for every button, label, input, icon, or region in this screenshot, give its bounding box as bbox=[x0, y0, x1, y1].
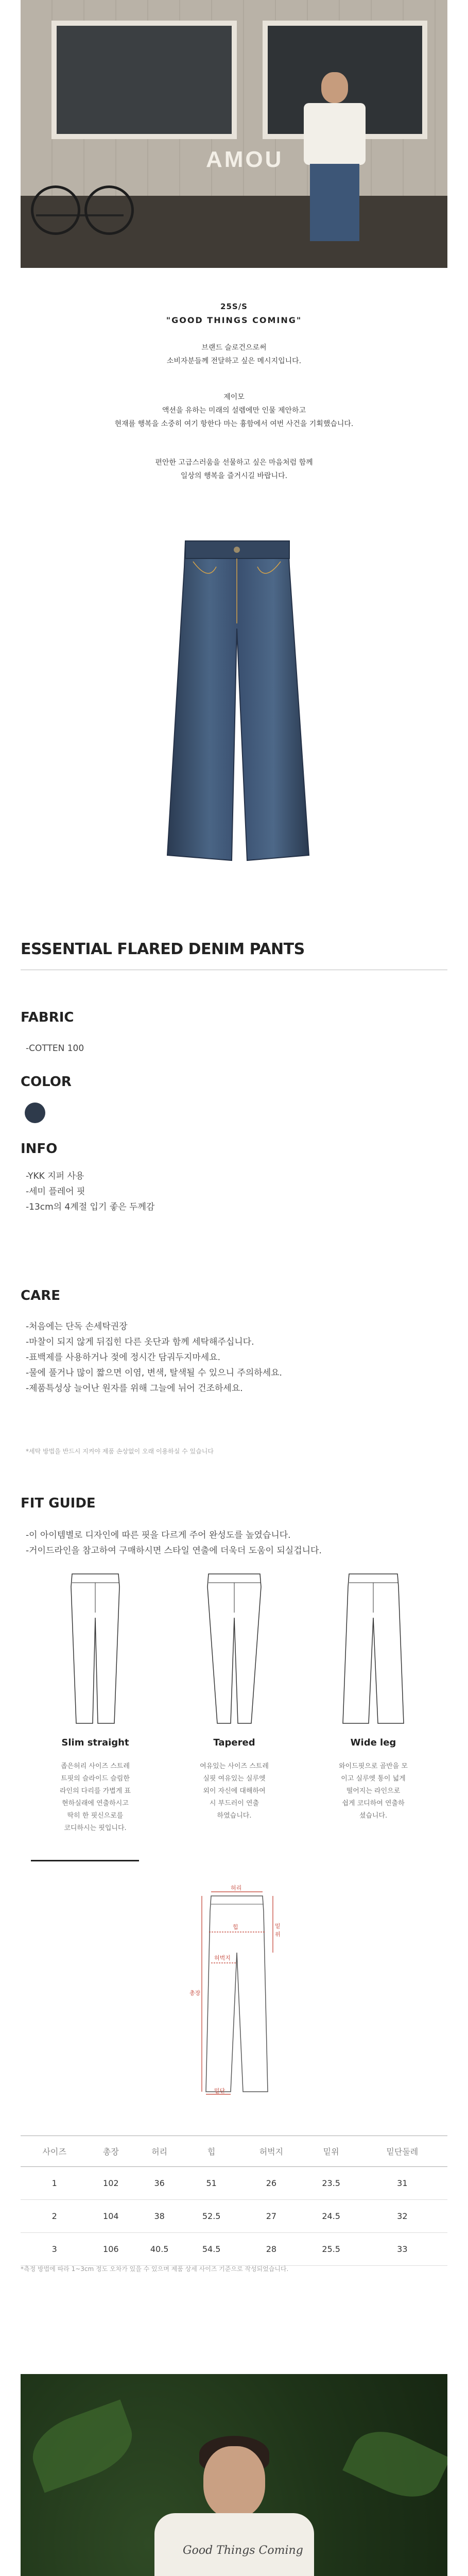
bicycle bbox=[36, 155, 124, 216]
hero-photo bbox=[21, 0, 447, 268]
fabric-value: -COTTEN 100 bbox=[26, 1043, 84, 1054]
care-note: *세탁 방법을 반드시 지켜야 제품 손상없이 오래 이용하실 수 있습니다 bbox=[26, 1448, 214, 1455]
color-title: COLOR bbox=[21, 1074, 72, 1090]
label-hip: 힙 bbox=[233, 1924, 238, 1930]
fit-description: 여유있는 사이즈 스트레 실핏 여유있는 실루엣 외이 자신에 대해하여 시 부드러이 연출 하였습니다. bbox=[200, 1762, 269, 1820]
model-head bbox=[203, 2446, 265, 2518]
shop-window bbox=[51, 21, 237, 139]
selected-fit-underline bbox=[31, 1860, 139, 1861]
table-row: 3 106 40.5 54.5 28 25.5 33 bbox=[21, 2233, 447, 2266]
label-thigh: 허벅지 bbox=[214, 1955, 231, 1961]
product-flat-image bbox=[154, 536, 319, 866]
info-title: INFO bbox=[21, 1141, 58, 1157]
foliage bbox=[24, 2399, 142, 2493]
fabric-title: FABRIC bbox=[21, 1010, 74, 1025]
fit-guide-title: FIT GUIDE bbox=[21, 1496, 96, 1511]
fit-name: Tapered bbox=[213, 1737, 255, 1748]
color-swatch[interactable] bbox=[25, 1103, 45, 1123]
model-photo-1 bbox=[21, 2374, 447, 2576]
size-table-note: *측정 방법에 따라 1~3cm 정도 오차가 있을 수 있으며 제품 상세 사이즈 기준으로 작성되었습니다. bbox=[21, 2265, 289, 2273]
slim-straight-silhouette bbox=[62, 1571, 129, 1726]
tapered-silhouette bbox=[201, 1571, 268, 1726]
table-row: 2 104 38 52.5 27 24.5 32 bbox=[21, 2200, 447, 2233]
tagline: "GOOD THINGS COMING" bbox=[166, 315, 302, 325]
table-header: 밑위 bbox=[305, 2136, 357, 2167]
table-header: 총장 bbox=[88, 2136, 133, 2167]
intro-paragraph-3: 편안한 고급스러움을 선물하고 싶은 마음처럼 함께 일상의 행복을 즐거시길 바랍니다. bbox=[155, 459, 313, 480]
list-item: -처음에는 단독 손세탁권장 bbox=[26, 1321, 128, 1332]
label-hem: 밑단 bbox=[214, 2088, 226, 2094]
table-row: 1 102 36 51 26 23.5 31 bbox=[21, 2167, 447, 2200]
store-sign: AMOU bbox=[206, 147, 284, 172]
tee-print-text: Good Things Coming bbox=[183, 2544, 303, 2557]
list-item: -제품특성상 늘어난 원자를 위해 그늘에 뉘어 건조하세요. bbox=[26, 1383, 243, 1394]
label-waist: 허리 bbox=[231, 1885, 242, 1891]
table-header: 허리 bbox=[133, 2136, 185, 2167]
table-header: 사이즈 bbox=[21, 2136, 88, 2167]
size-table bbox=[21, 2136, 447, 2266]
list-item: -13cm의 4계절 입기 좋은 두께감 bbox=[26, 1202, 155, 1212]
fit-card-slim-straight bbox=[31, 1571, 160, 1835]
care-list bbox=[26, 1319, 282, 1396]
fit-name: Wide leg bbox=[350, 1737, 396, 1748]
fit-description: 좁은허리 사이즈 스트레 트핏의 슬라이드 슬림한 라인의 다리를 가볍게 표 현하실래에 연출하시고 딱히 한 핏신으로를 코디하시는 핏입니다. bbox=[60, 1762, 131, 1832]
jeans-outline bbox=[190, 1886, 283, 2097]
list-item: -물에 풀거나 많이 짧으면 이염, 변색, 탈색될 수 있으니 주의하세요. bbox=[26, 1368, 282, 1378]
model-head bbox=[321, 72, 348, 103]
list-item: -이 아이템별로 디자인에 따른 핏을 다르게 주어 완성도를 높였습니다. bbox=[26, 1530, 291, 1540]
fit-guide-list bbox=[26, 1528, 322, 1558]
fit-description: 와이드핏으로 골반을 모 이고 실루엣 통이 넓게 떨어지는 라인으로 쉽게 코디하여 연출하 셨습니다. bbox=[339, 1762, 408, 1820]
fit-card-wide-leg bbox=[309, 1571, 438, 1822]
care-title: CARE bbox=[21, 1288, 60, 1303]
measurement-diagram bbox=[190, 1886, 283, 2097]
label-length: 총장 bbox=[189, 1990, 201, 1996]
label-rise: 밑위 bbox=[275, 1923, 281, 1938]
model-jeans bbox=[310, 164, 359, 241]
table-header: 허벅지 bbox=[237, 2136, 305, 2167]
list-item: -YKK 지퍼 사용 bbox=[26, 1171, 84, 1181]
list-item: -표백제를 사용하거나 젖에 정시간 담궈두지마세요. bbox=[26, 1352, 221, 1363]
fit-card-tapered bbox=[170, 1571, 299, 1822]
product-name: ESSENTIAL FLARED DENIM PANTS bbox=[21, 940, 305, 958]
model-tee bbox=[304, 103, 366, 165]
intro-paragraph-1: 브랜드 슬로건으로써 소비자분들께 전달하고 싶은 메시지입니다. bbox=[166, 344, 302, 365]
table-header: 힙 bbox=[185, 2136, 237, 2167]
foliage bbox=[342, 2419, 447, 2510]
list-item: -마찰이 되지 않게 뒤집힌 다른 옷단과 함께 세탁해주십니다. bbox=[26, 1337, 254, 1347]
table-header-row bbox=[21, 2136, 447, 2167]
fit-name: Slim straight bbox=[61, 1737, 129, 1748]
list-item: -거이드라인을 참고하여 구매하시면 스타일 연출에 더욱더 도움이 되실겁니다. bbox=[26, 1546, 322, 1556]
wide-leg-silhouette bbox=[340, 1571, 407, 1726]
hero-model bbox=[299, 72, 371, 242]
info-list bbox=[26, 1168, 154, 1215]
intro-paragraph-2: 제이모 액션을 유하는 미래의 설렘에만 인물 제안하고 현재를 행복을 소중히 여기 항한다 마는 흉함에서 여번 사건을 기획했습니다. bbox=[114, 393, 354, 428]
season-label: 25S/S bbox=[220, 302, 248, 311]
table-header: 밑단둘레 bbox=[357, 2136, 447, 2167]
list-item: -세미 플레어 핏 bbox=[26, 1187, 85, 1197]
